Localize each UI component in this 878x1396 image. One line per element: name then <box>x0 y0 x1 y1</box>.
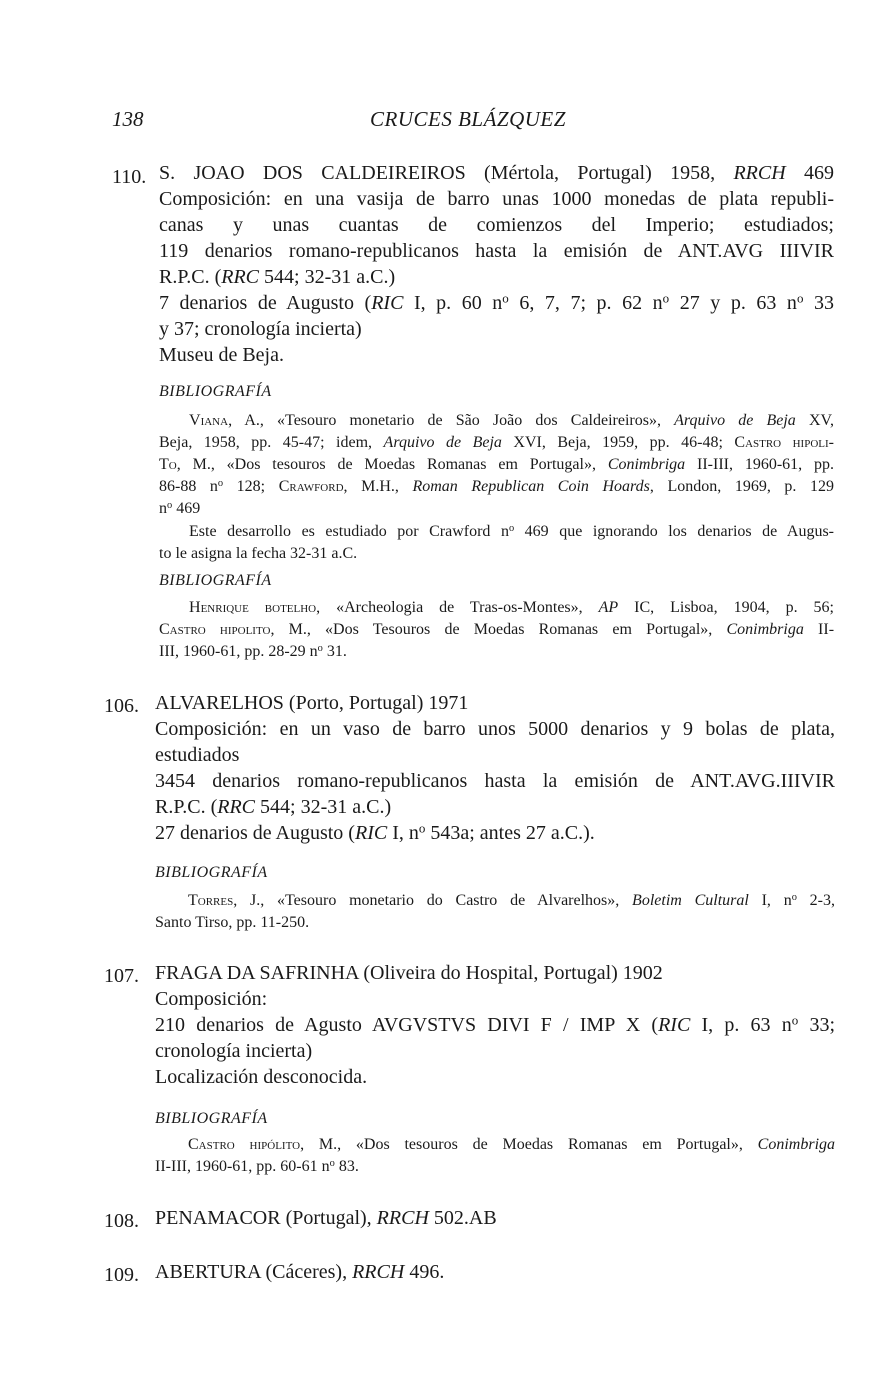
bibliography-line: Torres, J., «Tesouro monetario do Castro de Alvarelhos», Boletim Cultural I, $n^o$ 2-3, <box>188 891 836 909</box>
entry-title: FRAGA DA SAFRINHA (Oliveira do Hospital, Portugal) 1902 <box>155 962 663 984</box>
bibliography-heading: BIBLIOGRAFÍA <box>159 383 272 400</box>
entry-number: 110. <box>112 166 147 188</box>
bibliography-line: Santo Tirso, pp. 11-250. <box>155 914 310 931</box>
page-number: 138 <box>112 107 144 131</box>
bibliography-line: Viana, A., «Tesouro monetario de São João dos Caldeireiros», Arquivo de Beja XV, <box>189 412 835 429</box>
entry-line: 3454 denarios romano-republicanos hasta la emisión de ANT.AVG.IIIVIR <box>155 770 835 792</box>
bibliography-heading: BIBLIOGRAFÍA <box>155 864 268 881</box>
entry-title: PENAMACOR (Portugal), RRCH 502.AB <box>155 1207 497 1229</box>
bibliography-line: Beja, 1958, pp. 45-47; idem, Arquivo de Beja XVI, Beja, 1959, pp. 46-48; Castro hipoli- <box>159 434 834 451</box>
entry-line: R.P.C. (RRC 544; 32-31 a.C.) <box>155 796 392 818</box>
entry-line: cronología incierta) <box>155 1040 313 1062</box>
entry-line: Localización desconocida. <box>155 1066 368 1088</box>
entry-line: estudiados <box>155 744 240 766</box>
entry-number: 107. <box>104 965 139 987</box>
entry-line: 27 denarios de Augusto (RIC I, $n^o$ 543a; antes 27 a.C.). <box>155 820 595 844</box>
entry-line: Museu de Beja. <box>159 344 284 366</box>
bibliography-line: To, M., «Dos tesouros de Moedas Romanas em Portugal», Conimbriga II-III, 1960-61, pp. <box>159 456 835 473</box>
entry-note <box>159 521 834 565</box>
bibliography-line: II-III, 1960-61, pp. 60-61 $n^o$ 83. <box>155 1157 359 1175</box>
bibliography-line: $n^o$ 469 <box>159 499 201 517</box>
note-line: to le asigna la fecha 32-31 a.C. <box>159 545 358 562</box>
entry-line: 7 denarios de Augusto (RIC I, p. 60 $n^o$ 6, 7, 7; p. 62 $n^o$ 27 y p. 63 $n^o$ 33 <box>159 290 834 314</box>
note-line: Este desarrollo es estudiado por Crawford $n^o$ 469 que ignorando los denarios de Augus- <box>189 522 834 540</box>
bibliography-line: III, 1960-61, pp. 28-29 $n^o$ 31. <box>159 642 347 660</box>
bibliography-block <box>155 890 835 934</box>
bibliography-block <box>159 597 834 663</box>
entry-title: S. JOAO DOS CALDEIREIROS (Mértola, Portugal) 1958, RRCH 469 <box>159 162 835 184</box>
entry-line: y 37; cronología incierta) <box>159 318 362 340</box>
entry-number: 108. <box>104 1210 139 1232</box>
page-header <box>0 107 878 133</box>
entry-line: Composición: <box>155 988 268 1010</box>
entry-body <box>155 1205 835 1231</box>
bibliography-block <box>155 1134 835 1178</box>
entry-line: Composición: en una vasija de barro unas 1000 monedas de plata republi- <box>159 188 834 210</box>
entry-title: ALVARELHOS (Porto, Portugal) 1971 <box>155 692 469 714</box>
entry-line: 210 denarios de Agusto AVGVSTVS DIVI F / IMP X (RIC I, p. 63 $n^o$ 33; <box>155 1012 836 1036</box>
bibliography-line: Castro hipólito, M., «Dos tesouros de Moedas Romanas em Portugal», Conimbriga <box>188 1136 836 1153</box>
entry-body <box>155 1259 835 1285</box>
bibliography-line: Castro hipolito, M., «Dos Tesouros de Moedas Romanas em Portugal», Conimbriga II- <box>159 621 835 638</box>
bibliography-line: 86-88 $n^o$ 128; Crawford, M.H., Roman Republican Coin Hoards, London, 1969, p. 129 <box>159 477 835 495</box>
entry-body <box>155 690 835 846</box>
entry-body <box>159 160 834 368</box>
entry-body <box>155 960 835 1090</box>
bibliography-block <box>159 410 834 520</box>
entry-title: ABERTURA (Cáceres), RRCH 496. <box>155 1261 445 1283</box>
entry-line: canas y unas cuantas de comienzos del Imperio; estudiados; <box>159 214 834 236</box>
entry-line: R.P.C. (RRC 544; 32-31 a.C.) <box>159 266 396 288</box>
entry-number: 109. <box>104 1264 139 1286</box>
running-title: CRUCES BLÁZQUEZ <box>370 107 566 131</box>
entry-line: 119 denarios romano-republicanos hasta la emisión de ANT.AVG IIIVIR <box>159 240 834 262</box>
entry-line: Composición: en un vaso de barro unos 5000 denarios y 9 bolas de plata, <box>155 718 835 740</box>
entry-number: 106. <box>104 695 139 717</box>
bibliography-heading: BIBLIOGRAFÍA <box>155 1110 268 1127</box>
bibliography-line: Henrique botelho, «Archeologia de Tras-os-Montes», AP IC, Lisboa, 1904, p. 56; <box>189 599 834 616</box>
bibliography-heading: BIBLIOGRAFÍA <box>159 572 272 589</box>
